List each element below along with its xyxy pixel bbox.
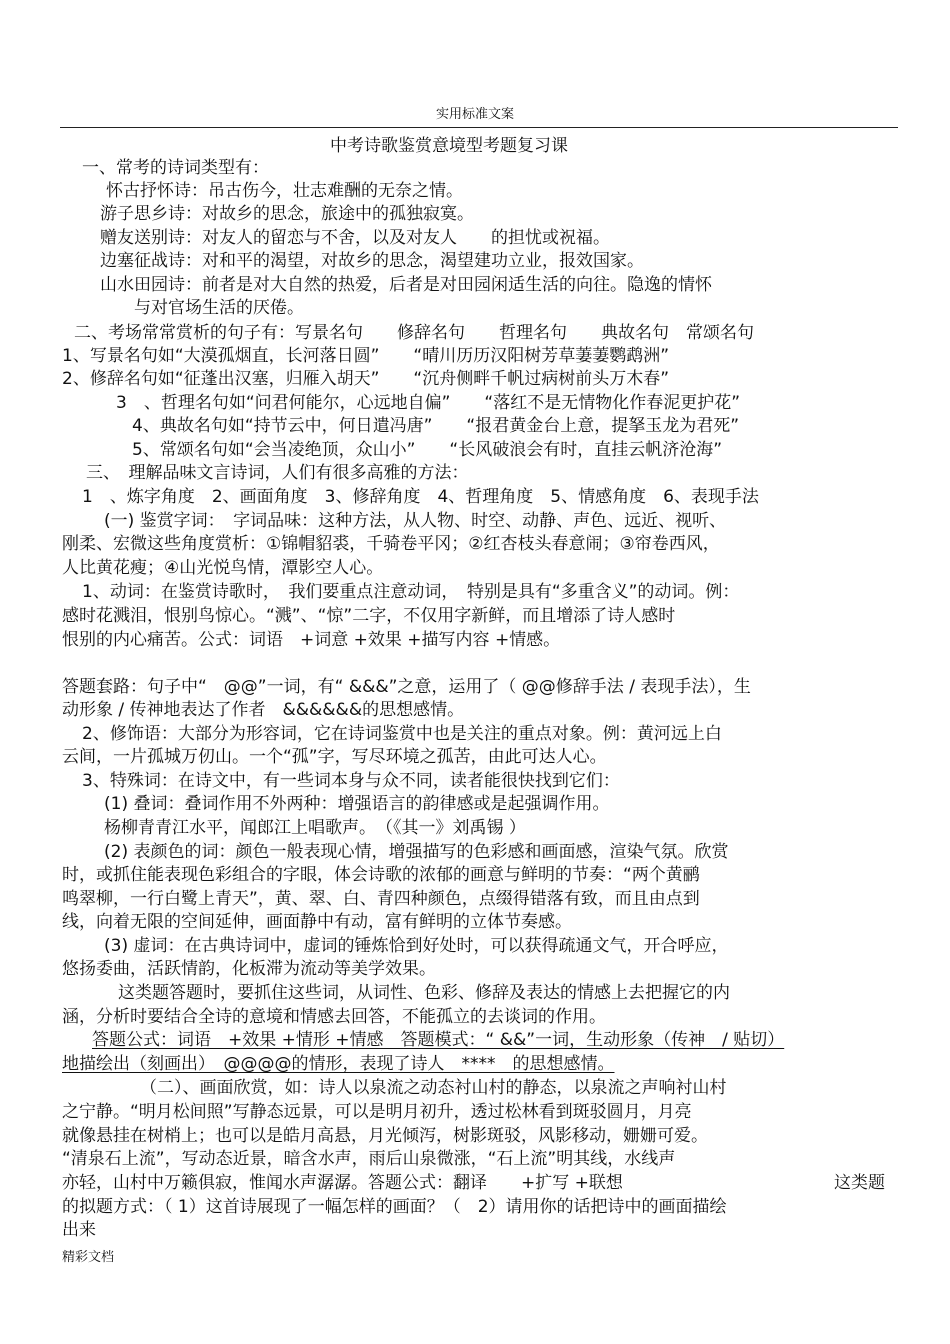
text-line: 游子思乡诗：对故乡的思念，旅途中的孤独寂寞。 — [100, 204, 474, 224]
text-line: 3、特殊词：在诗文中，有一些词本身与众不同，读者能很快找到它们： — [82, 771, 620, 791]
text-line: 1 、炼字角度 2、画面角度 3、修辞角度 4、哲理角度 5、情感角度 6、表现手法 — [82, 487, 759, 507]
text-line: 与对官场生活的厌倦。 — [134, 298, 304, 318]
text-line: 之宁静。“明月松间照”写静态远景，可以是明月初升，透过松林看到斑驳圆月，月亮 — [62, 1102, 692, 1122]
text-line: 线，向着无限的空间延伸，画面静中有动，富有鲜明的立体节奏感。 — [62, 912, 572, 932]
text-line: 时，或抓住能表现色彩组合的字眼，体会诗歌的浓郁的画意与鲜明的节奏：“两个黄鹂 — [62, 865, 700, 885]
text-line: 就像悬挂在树梢上；也可以是皓月高悬，月光倾泻，树影斑驳，风影移动，姗姗可爱。 — [62, 1126, 708, 1146]
text-line: 亦轻，山村中万籁俱寂，惟闻水声潺潺。答题公式：翻译 +扩写 +联想 — [62, 1173, 623, 1193]
text-line: 3 、哲理名句如“问君何能尔，心远地自偏” “落红不是无情物化作春泥更护花” — [116, 393, 741, 413]
section-heading-1: 一、常考的诗词类型有： — [82, 158, 269, 178]
text-line: 山水田园诗：前者是对大自然的热爱，后者是对田园闲适生活的向往。隐逸的情怀 — [100, 275, 712, 295]
text-line: 这类题答题时，要抓住这些词，从词性、色彩、修辞及表达的情感上去把握它的内 — [118, 983, 730, 1003]
answer-formula-line: 地描绘出（刻画出） @@@@的情形，表现了诗人 **** 的思想感情。 — [62, 1054, 615, 1074]
text-line: 人比黄花瘦；④山光悦鸟情，潭影空人心。 — [62, 558, 384, 578]
text-line: 的拟题方式：（ 1）这首诗展现了一幅怎样的画面？（ 2）请用你的话把诗中的画面描绘 — [62, 1197, 727, 1217]
section-heading-3: 三、 理解品味文言诗词，人们有很多高雅的方法： — [86, 463, 469, 483]
document-title: 中考诗歌鉴赏意境型考题复习课 — [330, 136, 568, 156]
text-line: 2、修辞名句如“征蓬出汉塞，归雁入胡天” “沉舟侧畔千帆过病树前头万木春” — [62, 369, 670, 389]
subsection-heading: (一) 鉴赏字词： 字词品味：这种方法，从人物、时空、动静、声色、远近、视听、 — [104, 511, 727, 531]
text-line: 这类题 — [834, 1173, 885, 1193]
text-line: 感时花溅泪，恨别鸟惊心。“溅”、“惊”二字，不仅用字新鲜，而且增添了诗人感时 — [62, 606, 676, 626]
text-line: 鸣翠柳，一行白鹭上青天”，黄、翠、白、青四种颜色，点缀得错落有致，而且由点到 — [62, 889, 700, 909]
text-line: 4、典故名句如“持节云中，何日遣冯唐” “报君黄金台上意，提拏玉龙为君死” — [132, 416, 740, 436]
section-heading-2: 二、考场常常赏析的句子有：写景名句 修辞名句 哲理名句 典故名句 常颂名句 — [74, 323, 754, 343]
text-line: 涵，分析时要结合全诗的意境和情感去回答，不能孤立的去谈词的作用。 — [62, 1007, 606, 1027]
answer-formula-line: 答题公式：词语 +效果 +情形 +情感 答题模式：“ &&”一词，生动形象（传神 / 贴切） — [92, 1030, 785, 1050]
text-line: 2、修饰语：大部分为形容词，它在诗词鉴赏中也是关注的重点对象。例：黄河远上白 — [82, 724, 722, 744]
text-line: 1、写景名句如“大漠孤烟直，长河落日圆” “晴川历历汉阳树芳草萋萋鹦鹉洲” — [62, 346, 670, 366]
text-line: 动形象 / 传神地表达了作者 &&&&&&的思想感情。 — [62, 700, 465, 720]
header-rule — [60, 127, 898, 128]
text-line: 1、动词：在鉴赏诗歌时， 我们要重点注意动词， 特别是具有“多重含义”的动词。例： — [82, 582, 740, 602]
text-line: “清泉石上流”，写动态近景，暗含水声，雨后山泉微涨，“石上流”明其线，水线声 — [62, 1149, 676, 1169]
text-line: （二）、画面欣赏，如：诗人以泉流之动态衬山村的静态，以泉流之声响衬山村 — [140, 1078, 727, 1098]
text-line: 出来 — [62, 1220, 96, 1240]
text-line: 5、常颂名句如“会当凌绝顶，众山小” “长风破浪会有时，直挂云帆济沧海” — [132, 440, 723, 460]
text-line: (2) 表颜色的词：颜色一般表现心情，增强描写的色彩感和画面感，渲染气氛。欣赏 — [104, 842, 729, 862]
text-line: (3) 虚词：在古典诗词中，虚词的锤炼恰到好处时，可以获得疏通文气，开合呼应， — [104, 936, 729, 956]
text-line: 怀古抒怀诗：吊古伤今，壮志难酬的无奈之情。 — [106, 181, 463, 201]
text-line: 赠友送别诗：对友人的留恋与不舍，以及对友人 的担忧或祝福。 — [100, 228, 610, 248]
page-footer: 精彩文档 — [62, 1250, 115, 1265]
page-header: 实用标准文案 — [435, 107, 514, 122]
text-line: (1) 叠词：叠词作用不外两种：增强语言的韵律感或是起强调作用。 — [104, 794, 610, 814]
text-line: 杨柳青青江水平，闻郎江上唱歌声。 （《其一》刘禹锡 ） — [104, 818, 526, 838]
text-line: 刚柔、宏微这些角度赏析：①锦帽貂裘，千骑卷平冈；②红杏枝头春意闹；③帘卷西风， — [62, 534, 720, 554]
text-line: 边塞征战诗：对和平的渴望，对故乡的思念，渴望建功立业，报效国家。 — [100, 251, 644, 271]
text-line: 云间，一片孤城万仞山。一个“孤”字，写尽环境之孤苦，由此可达人心。 — [62, 747, 607, 767]
text-line: 悠扬委曲，活跃情韵，化板滞为流动等美学效果。 — [62, 959, 436, 979]
text-line: 答题套路：句子中“ @@”一词，有“ &&&”之意，运用了（ @@修辞手法 / 表现手法），生 — [62, 677, 751, 697]
text-line: 恨别的内心痛苦。公式：词语 +词意 +效果 +描写内容 +情感。 — [62, 630, 561, 650]
